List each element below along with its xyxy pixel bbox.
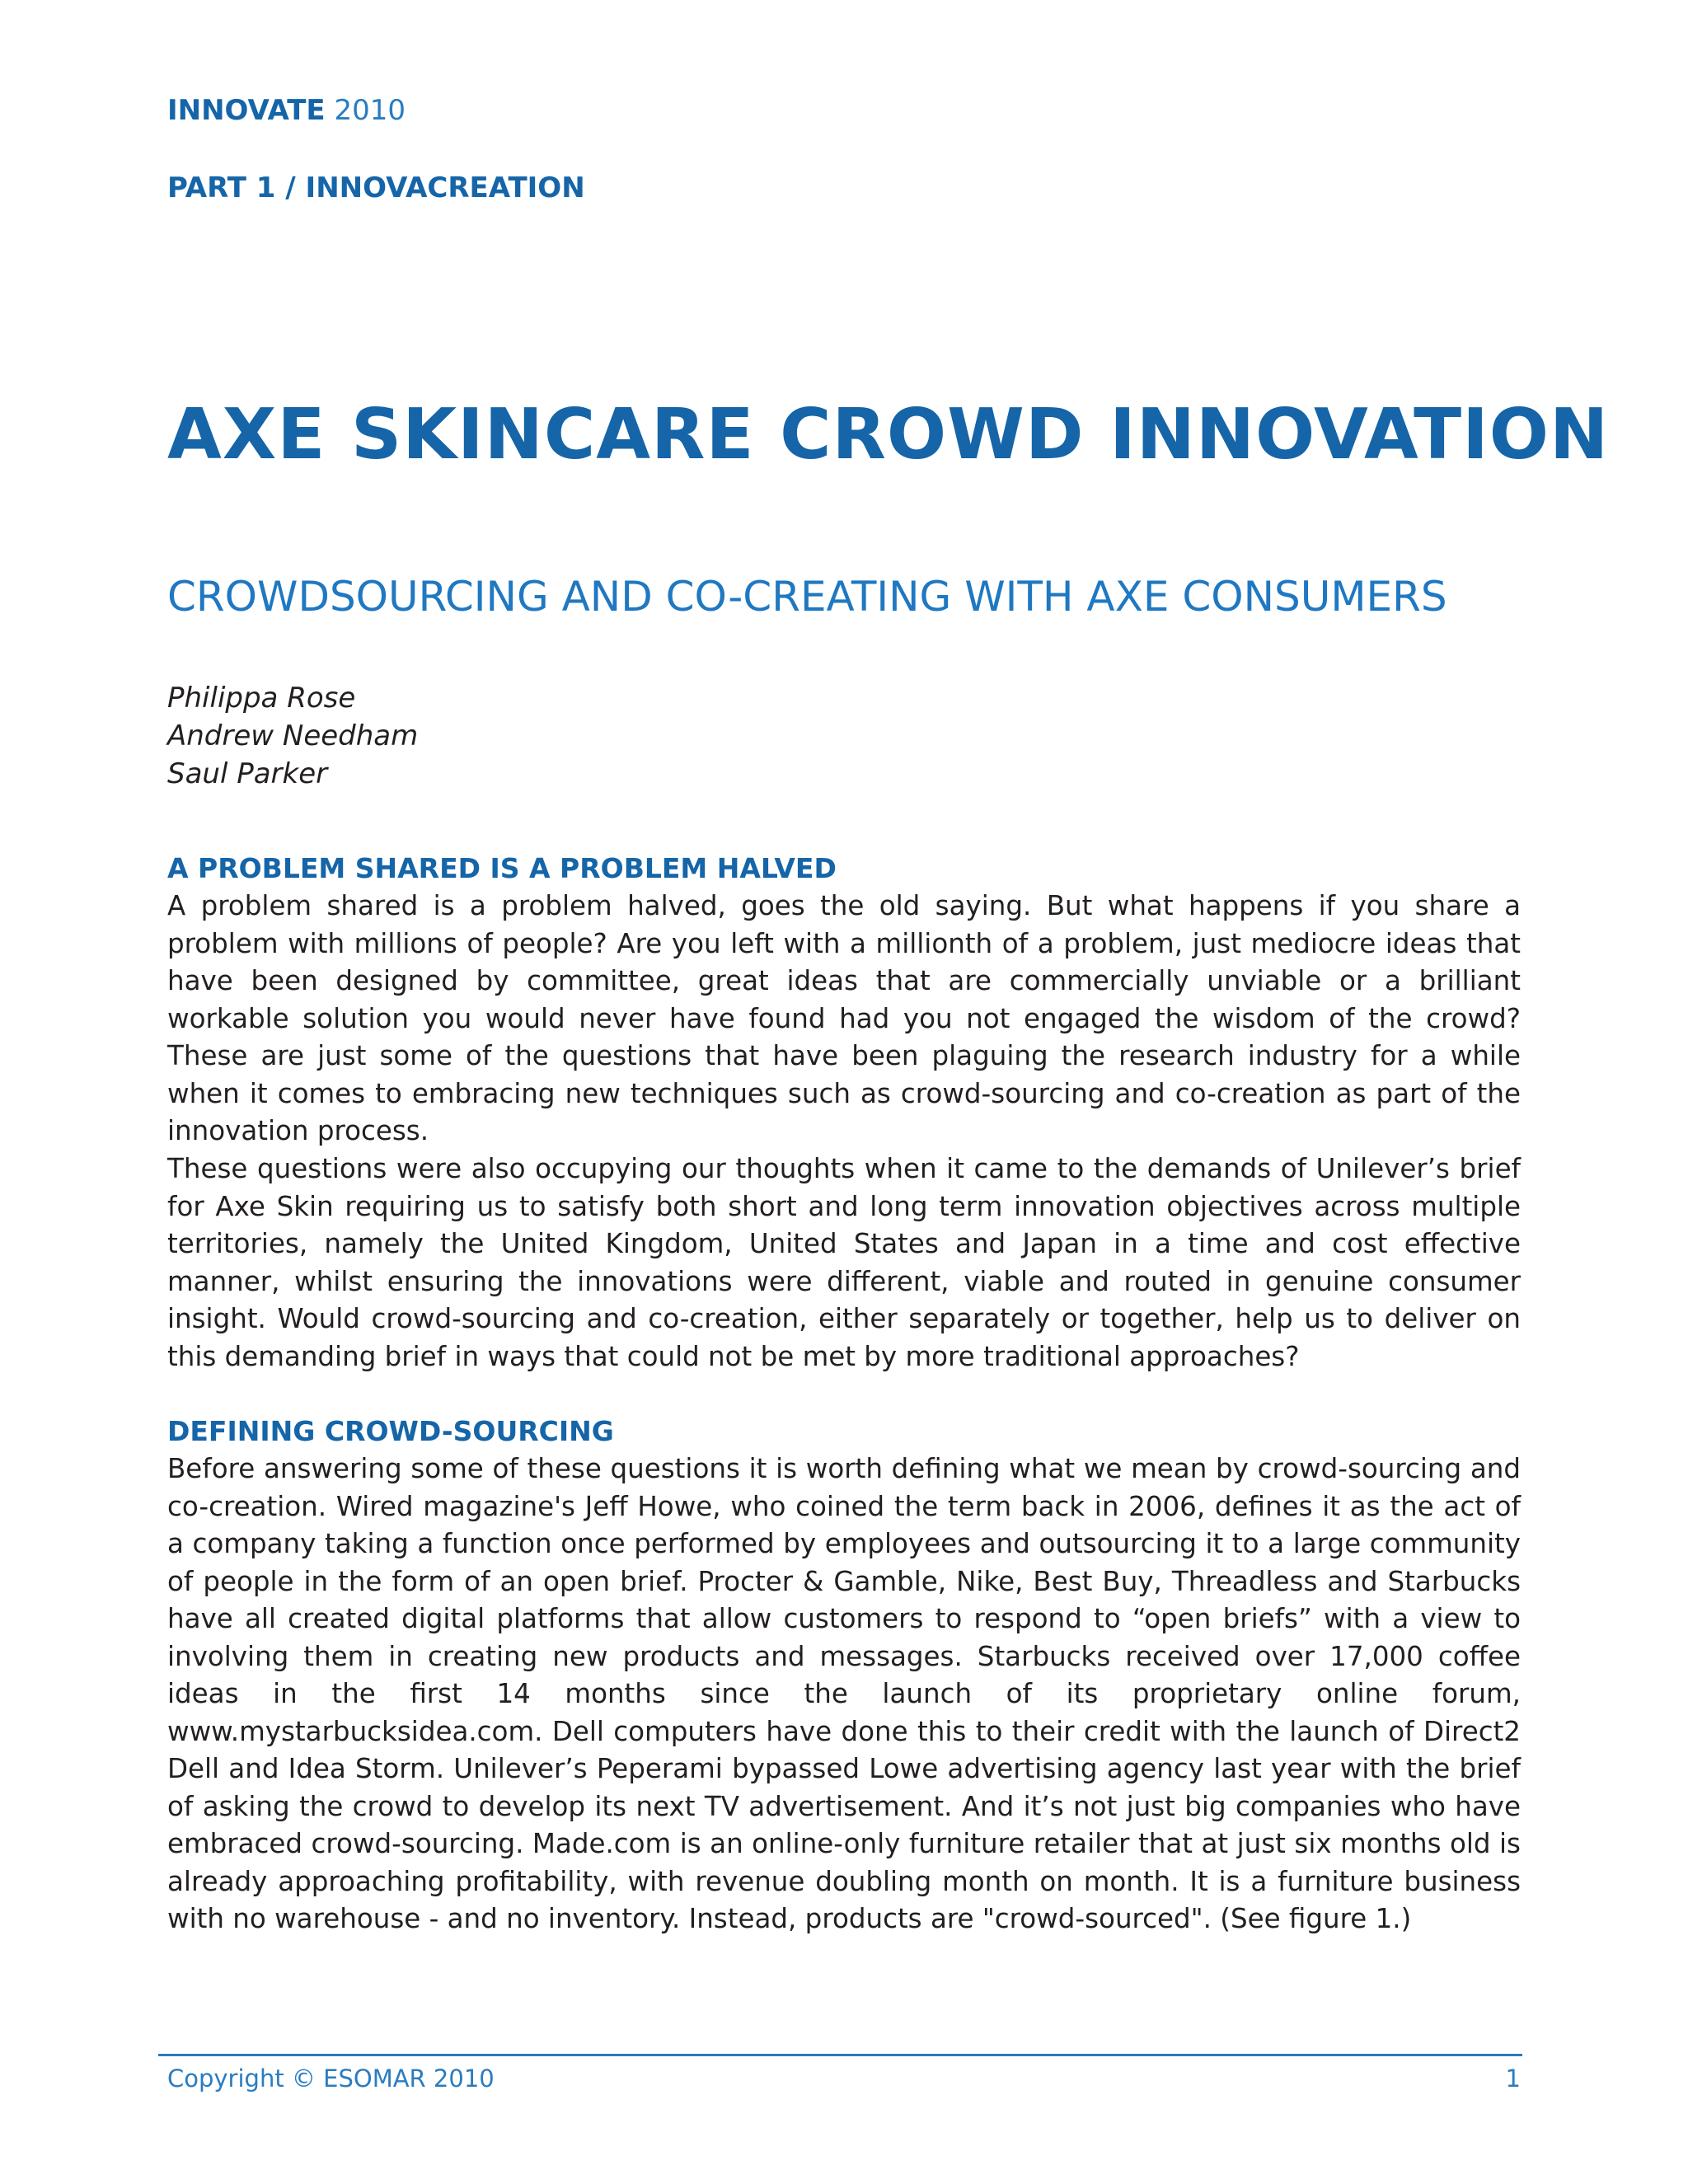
section-problem-shared (167, 850, 1521, 1151)
footer-divider (158, 2054, 1522, 2056)
page-title: AXE SKINCARE CROWD INNOVATION (167, 394, 1610, 476)
conference-header (167, 92, 406, 129)
conference-name: INNOVATE (167, 94, 326, 127)
page-number: 1 (1505, 2064, 1521, 2093)
section-defining-crowd-sourcing (167, 1413, 1521, 1938)
body-paragraph: These questions were also occupying our thoughts when it came to the demands of Unilever’s brief for Axe Skin requiring us to satisfy both short and long term innovation objectives across multiple territories, namely the United Kingdom, United States and Japan in a time and cost effective manner, whilst ensuring the innovations were different, viable and routed in genuine consumer insight. Would crowd-sourcing and co-creation, either separately or together, help us to deliver on this demanding brief in ways that could not be met by more traditional approaches? (167, 1153, 1521, 1372)
section-heading: A PROBLEM SHARED IS A PROBLEM HALVED (167, 852, 837, 884)
conference-year: 2010 (334, 94, 406, 127)
page-subtitle: CROWDSOURCING AND CO-CREATING WITH AXE CONSUMERS (167, 573, 1447, 621)
body-paragraph: A problem shared is a problem halved, goes the old saying. But what happens if you share a problem with millions of people? Are you left with a millionth of a problem, just mediocre ideas that have been designed by committee, great ideas that are commercially unviable or a brilliant workable solution you would never have found had you not engaged the wisdom of the crowd? These are just some of the questions that have been plaguing the research industry for a while when it comes to embracing new techniques such as crowd-sourcing and co-creation as part of the innovation process. (167, 890, 1521, 1146)
section-heading: DEFINING CROWD-SOURCING (167, 1415, 614, 1447)
part-label: PART 1 / INNOVACREATION (167, 171, 585, 204)
author-name: Philippa Rose (167, 682, 356, 715)
section-brief-questions (167, 1151, 1521, 1376)
author-name: Andrew Needham (167, 719, 419, 752)
author-name: Saul Parker (167, 757, 328, 790)
footer-copyright: Copyright © ESOMAR 2010 (167, 2064, 495, 2093)
author-list (167, 679, 418, 793)
body-paragraph: Before answering some of these questions it is worth defining what we mean by crowd-sourcing and co-creation. Wired magazine's Jeff Howe, who coined the term back in 2006, defines it as the act of a company taking a function once performed by employees and outsourcing it to a large community of people in the form of an open brief. Procter & Gamble, Nike, Best Buy, Threadless and Starbucks have all created digital platforms that allow customers to respond to “open briefs” with a view to involving them in creating new products and messages. Starbucks received over 17,000 coffee ideas in the first 14 months since the launch of its proprietary online forum, www.mystarbucksidea.com. Dell computers have done this to their credit with the launch of Direct2 Dell and Idea Storm. Unilever’s Peperami bypassed Lowe advertising agency last year with the brief of asking the crowd to develop its next TV advertisement. And it’s not just big companies who have embraced crowd-sourcing. Made.com is an online-only furniture retailer that at just six months old is already approaching profitability, with revenue doubling month on month. It is a furniture business with no warehouse - and no inventory. Instead, products are "crowd-sourced". (See figure 1.) (167, 1453, 1521, 1934)
